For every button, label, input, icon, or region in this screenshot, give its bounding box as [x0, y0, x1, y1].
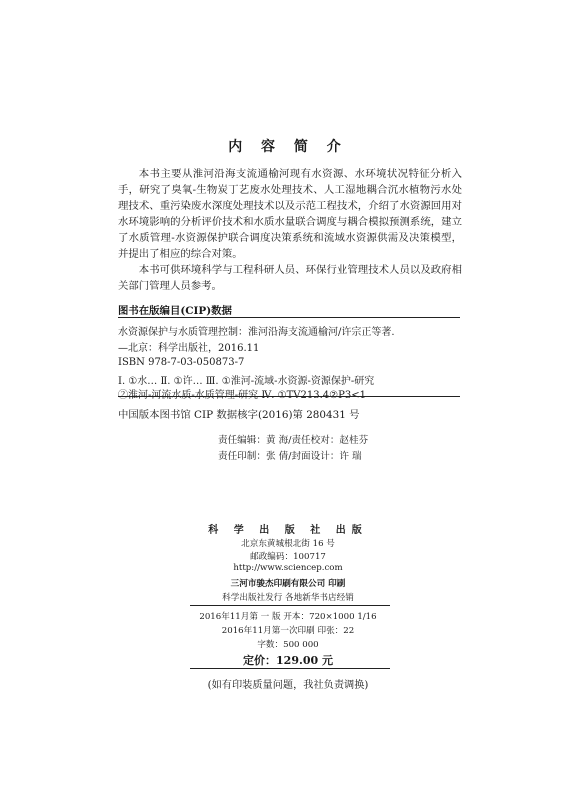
editors-line: 责任印制：张 倩/封面设计：许 瑞	[218, 451, 362, 462]
publisher-address: 北京东黄城根北街 16 号	[241, 539, 335, 549]
edition-line: 2016年11月第 一 版 开本：720×1000 1/16	[199, 612, 377, 622]
cip-classification-line: ②淮河-河流水质-水质管理-研究 Ⅳ. ①TV213.4②P3<1	[118, 390, 366, 401]
price: 定价：129.00 元	[243, 654, 333, 667]
colophon-rule	[190, 668, 390, 669]
summary-paragraph: 本书主要从淮河沿海支流通榆河现有水资源、水环境状况特征分析入手，研究了臭氧-生物炭丁艺废水处理技术、人工湿地耦合沉水植物污水处理技术、重污染废水深度处理技术以及示范工程技术，介绍了水资源回用对水环境影响的分析评价技术和水质水量联合调度与耦合模拟预测系统，建立了水质管理-水资源保护联合调度决策系统和流域水资源供需及决策模型，并提出了相应的综合对策。	[118, 168, 462, 260]
cip-title-line: 水资源保护与水质管理控制：淮河沿海支流通榆河/许宗正等著.	[118, 327, 395, 338]
distribution-line: 科学出版社发行 各地新华书店经销	[222, 593, 354, 603]
summary-title: 内 容 简 介	[228, 139, 348, 155]
cip-subject-line: Ⅰ. ①水… Ⅱ. ①许… Ⅲ. ①淮河-流域-水资源-资源保护-研究	[118, 376, 375, 387]
printer-name: 三河市骏杰印刷有限公司 印刷	[230, 579, 346, 589]
cip-heading: 图书在版编目(CIP)数据	[118, 305, 232, 317]
editors-line: 责任编辑：黄 海/责任校对：赵桂芬	[218, 435, 369, 446]
cip-publisher-line: —北京：科学出版社，2016.11	[118, 343, 260, 354]
cip-bottom-rule	[118, 396, 460, 397]
postcode: 邮政编码：100717	[250, 552, 326, 562]
summary-body	[118, 166, 462, 294]
printing-line: 2016年11月第一次印刷 印张：22	[221, 626, 355, 636]
cip-top-rule	[118, 317, 460, 318]
website: http://www.sciencep.com	[233, 563, 343, 573]
cip-catalog-number: 中国版本图书馆 CIP 数据核字(2016)第 280431 号	[118, 409, 360, 421]
word-count: 字数：500 000	[257, 640, 319, 650]
cip-isbn-line: ISBN 978-7-03-050873-7	[118, 357, 245, 368]
quality-notice: (如有印装质量问题，我社负责调换)	[207, 680, 369, 691]
publisher-name: 科 学 出 版 社 出版	[208, 525, 368, 536]
colophon-rule	[190, 605, 390, 606]
summary-paragraph: 本书可供环境科学与工程科研人员、环保行业管理技术人员以及政府相关部门管理人员参考。	[118, 264, 462, 292]
